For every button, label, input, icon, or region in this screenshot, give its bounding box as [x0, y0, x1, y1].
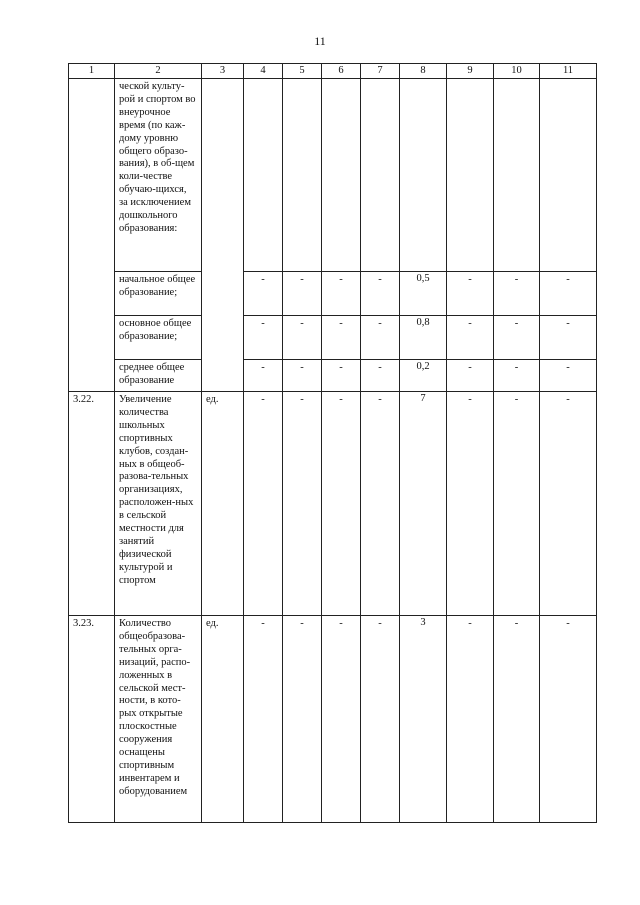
col-header-6: 6 [322, 64, 361, 79]
col-header-9: 9 [447, 64, 494, 79]
table-row [69, 616, 597, 823]
col-header-10: 10 [494, 64, 540, 79]
cell-number: 3.23. [69, 616, 115, 823]
cell-value: - [447, 316, 494, 360]
table-row [69, 272, 597, 316]
cell-value: - [494, 360, 540, 392]
cell-value: - [322, 272, 361, 316]
cell-value: - [494, 272, 540, 316]
cell-value: 0,2 [400, 360, 447, 392]
cell-value: - [244, 616, 283, 823]
cell-value: - [283, 392, 322, 616]
cell-value: - [494, 616, 540, 823]
cell-value: - [540, 360, 597, 392]
cell-value: - [447, 616, 494, 823]
cell-value: - [322, 316, 361, 360]
cell-empty [494, 79, 540, 272]
cell-value: 0,8 [400, 316, 447, 360]
cell-empty [447, 79, 494, 272]
cell-num-empty [69, 79, 115, 392]
cell-label: основное общее образование; [115, 316, 202, 360]
cell-value: - [283, 316, 322, 360]
cell-number: 3.22. [69, 392, 115, 616]
cell-value: - [322, 616, 361, 823]
page-number: 11 [314, 34, 326, 48]
cell-label: Увеличение количества школьных спортивных клубов, создан-ных в общеоб-разова-тельных организациях, расположен-ных в сельской местности для занятий физической культурой и спортом [115, 392, 202, 616]
cell-value: - [447, 272, 494, 316]
col-header-4: 4 [244, 64, 283, 79]
cell-value: - [447, 392, 494, 616]
cell-empty [244, 79, 283, 272]
cell-value: - [244, 272, 283, 316]
cell-value: - [447, 360, 494, 392]
cell-value: - [361, 272, 400, 316]
cell-value: - [540, 616, 597, 823]
cell-value: - [283, 616, 322, 823]
cell-value: - [540, 272, 597, 316]
cell-empty [322, 79, 361, 272]
cell-value: - [361, 360, 400, 392]
cell-value: - [244, 392, 283, 616]
cell-intro-text: ческой культу-рой и спортом во внеурочное время (по каж-дому уровню общего образо-вания), в об-щем коли-честве обучаю-щихся, за исключением дошкольного образования: [115, 79, 202, 272]
cell-value: - [322, 360, 361, 392]
cell-empty [540, 79, 597, 272]
col-header-8: 8 [400, 64, 447, 79]
col-header-3: 3 [202, 64, 244, 79]
cell-value: 0,5 [400, 272, 447, 316]
col-header-5: 5 [283, 64, 322, 79]
cell-unit-empty [202, 79, 244, 392]
cell-empty [400, 79, 447, 272]
cell-value: - [283, 272, 322, 316]
col-header-11: 11 [540, 64, 597, 79]
table-row [69, 392, 597, 616]
cell-value: - [322, 392, 361, 616]
table-row [69, 316, 597, 360]
cell-unit: ед. [202, 616, 244, 823]
cell-value: - [494, 392, 540, 616]
cell-value: - [361, 392, 400, 616]
cell-value: - [494, 316, 540, 360]
cell-label: среднее общее образование [115, 360, 202, 392]
col-header-2: 2 [115, 64, 202, 79]
header-row [69, 64, 597, 79]
table-row-intro [69, 79, 597, 272]
cell-value: - [540, 392, 597, 616]
cell-value: - [244, 360, 283, 392]
table-row [69, 360, 597, 392]
cell-empty [283, 79, 322, 272]
cell-unit: ед. [202, 392, 244, 616]
cell-value: - [540, 316, 597, 360]
cell-value: - [283, 360, 322, 392]
cell-value: - [361, 616, 400, 823]
indicators-table [68, 63, 597, 823]
cell-label: начальное общее образование; [115, 272, 202, 316]
col-header-1: 1 [69, 64, 115, 79]
cell-value: 7 [400, 392, 447, 616]
col-header-7: 7 [361, 64, 400, 79]
cell-value: - [361, 316, 400, 360]
cell-value: 3 [400, 616, 447, 823]
cell-value: - [244, 316, 283, 360]
cell-label: Количество общеобразова-тельных орга-низаций, распо-ложенных в сельской мест-ности, в кото-рых открытые плоскостные сооружения оснащены спортивным инвентарем и оборудованием [115, 616, 202, 823]
cell-empty [361, 79, 400, 272]
